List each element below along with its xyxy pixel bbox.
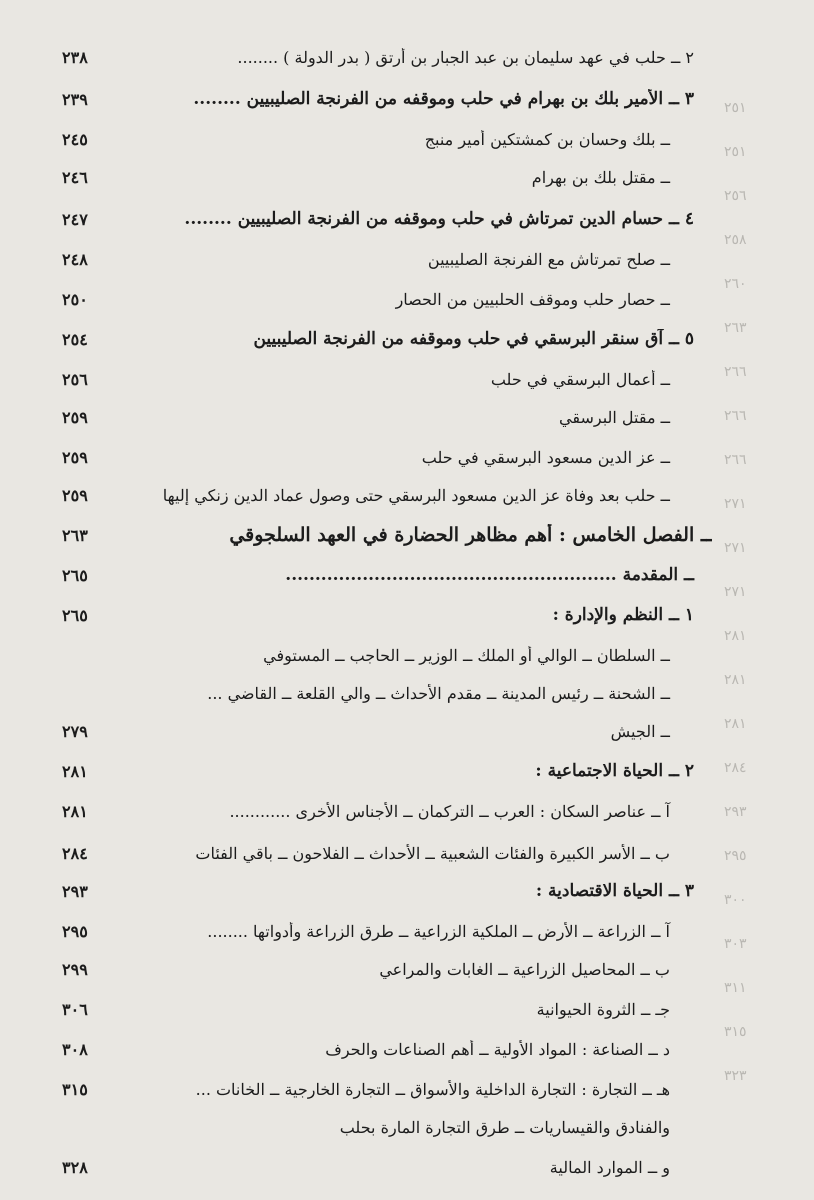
- toc-entry-title: ــ مقتل بلك بن بهرام: [531, 167, 670, 187]
- toc-page-number: ٢٥٩: [62, 447, 88, 467]
- toc-entry-title: ــ حلب بعد وفاة عز الدين مسعود البرسقي حتى وصول عماد الدين زنكي إليها: [162, 485, 670, 505]
- toc-entry-title: آ ــ الزراعة ــ الأرض ــ الملكية الزراعية ــ طرق الزراعة وأدواتها ........: [207, 921, 670, 941]
- bleed-through-mark: ٢٩٥: [724, 848, 747, 864]
- toc-page-number: ٢٥٠: [62, 289, 88, 309]
- toc-entry-title: ٢ ــ حلب في عهد سليمان بن عبد الجبار بن أرتق ( بدر الدولة ) ........: [237, 47, 694, 67]
- bleed-through-mark: ٣١٥: [724, 1024, 747, 1040]
- toc-page-number: ٢٤٨: [62, 249, 88, 269]
- toc-entry: [62, 914, 712, 948]
- toc-entry: [62, 1110, 712, 1144]
- toc-entry: [62, 1072, 712, 1106]
- toc-page-number: ٢٥٩: [62, 407, 88, 427]
- toc-entry-title: ٣ ــ الحياة الاقتصادية :: [535, 881, 694, 901]
- toc-page-number: ٢٩٥: [62, 921, 88, 941]
- toc-page-number: ٢٥٩: [62, 485, 88, 505]
- bleed-through-mark: ٢٥٦: [724, 188, 747, 204]
- toc-entry-title: آ ــ عناصر السكان : العرب ــ التركمان ــ الأجناس الأخرى ............: [229, 801, 670, 821]
- toc-entry: [62, 676, 712, 710]
- toc-entry-title: جـ ــ الثروة الحيوانية: [536, 999, 670, 1019]
- toc-page-number: ٢٩٩: [62, 959, 88, 979]
- toc-entry: [62, 282, 712, 316]
- toc-entry: [62, 478, 712, 512]
- bleed-through-mark: ٢٦٦: [724, 364, 747, 380]
- toc-entry: [62, 122, 712, 156]
- toc-entry-title: ــ الفصل الخامس : أهم مظاهر الحضارة في العهد السلجوقي: [229, 524, 712, 546]
- toc-entry-title: ٤ ــ حسام الدين تمرتاش في حلب وموقفه من الفرنجة الصليبيين ........: [184, 209, 694, 229]
- toc-entry: [62, 558, 712, 592]
- toc-entry-title: ٢ ــ الحياة الاجتماعية :: [535, 761, 694, 781]
- toc-entry-title: ب ــ المحاصيل الزراعية ــ الغابات والمراعي: [379, 959, 670, 979]
- bleed-through-mark: ٣١١: [724, 980, 747, 996]
- toc-page-number: ٢٧٩: [62, 721, 88, 741]
- toc-entry-title: ٥ ــ آق سنقر البرسقي في حلب وموقفه من الفرنجة الصليبيين: [253, 329, 694, 349]
- bleed-through-mark: ٣٠٣: [724, 936, 747, 952]
- toc-entry: [62, 836, 712, 870]
- toc-page-number: ٢٣٨: [62, 47, 88, 67]
- toc-page-number: ٢٩٣: [62, 881, 88, 901]
- bleed-through-mark: ٢٥١: [724, 144, 747, 160]
- toc-page-number: ٢٨١: [62, 761, 88, 781]
- bleed-through-mark: ٢٦٣: [724, 320, 747, 336]
- bleed-through-mark: ٢٦٠: [724, 276, 747, 292]
- toc-page-number: ٣١٥: [62, 1079, 88, 1099]
- toc-entry: [62, 598, 712, 632]
- toc-entry-title: ــ السلطان ــ الوالي أو الملك ــ الوزير ــ الحاجب ــ المستوفي: [263, 645, 670, 665]
- toc-entry-title: ــ حصار حلب وموقف الحلبيين من الحصار: [395, 289, 670, 309]
- toc-entry-title: ١ ــ النظم والإدارة :: [552, 605, 694, 625]
- toc-page-number: ٢٦٥: [62, 605, 88, 625]
- toc-entry: [62, 992, 712, 1026]
- toc-entry: [62, 638, 712, 672]
- toc-entry: [62, 754, 712, 788]
- toc-entry: [62, 518, 712, 552]
- bleed-through-mark: ٢٩٣: [724, 804, 747, 820]
- toc-entry: [62, 1150, 712, 1184]
- toc-entry: [62, 794, 712, 828]
- toc-entry-title: ــ الشحنة ــ رئيس المدينة ــ مقدم الأحداث ــ والي القلعة ــ القاضي ...: [207, 683, 670, 703]
- toc-entry: [62, 714, 712, 748]
- bleed-through-mark: ٢٥١: [724, 100, 747, 116]
- bleed-through-mark: ٢٦٦: [724, 408, 747, 424]
- toc-entry-title: ــ الجيش: [610, 721, 670, 741]
- bleed-through-mark: ٢٨١: [724, 716, 747, 732]
- toc-entry: [62, 362, 712, 396]
- bleed-through-mark: ٢٧١: [724, 496, 747, 512]
- toc-entry-title: ٣ ــ الأمير بلك بن بهرام في حلب وموقفه من الفرنجة الصليبيين ........: [193, 89, 694, 109]
- toc-page-number: ٢٣٩: [62, 89, 88, 109]
- toc-entry: [62, 322, 712, 356]
- toc-entry: [62, 242, 712, 276]
- toc-entry-title: ــ بلك وحسان بن كمشتكين أمير منبج: [424, 129, 670, 149]
- toc-page-number: ٣٢٨: [62, 1157, 88, 1177]
- toc-entry-title: ــ مقتل البرسقي: [559, 407, 670, 427]
- toc-entry: [62, 1032, 712, 1066]
- toc-entry-title: ــ صلح تمرتاش مع الفرنجة الصليبيين: [427, 249, 670, 269]
- bleed-through-mark: ٢٨١: [724, 628, 747, 644]
- bleed-through-mark: ٣٠٠: [724, 892, 747, 908]
- toc-entry-title: ب ــ الأسر الكبيرة والفئات الشعبية ــ الأحداث ــ الفلاحون ــ باقي الفئات: [195, 843, 670, 863]
- toc-page-number: ٢٤٧: [62, 209, 88, 229]
- toc-page-number: ٢٦٣: [62, 525, 88, 545]
- toc-page-number: ٣٠٦: [62, 999, 88, 1019]
- toc-entry-title: ــ عز الدين مسعود البرسقي في حلب: [421, 447, 670, 467]
- bleed-through-mark: ٢٦٦: [724, 452, 747, 468]
- toc-entry-title: والفنادق والقيساريات ــ طرق التجارة المارة بحلب: [339, 1117, 670, 1137]
- bleed-through-mark: ٢٥٨: [724, 232, 747, 248]
- toc-entry: [62, 440, 712, 474]
- toc-entry-title: و ــ الموارد المالية: [549, 1157, 670, 1177]
- toc-entry: [62, 874, 712, 908]
- toc-entry-title: ــ المقدمة ........................................................: [285, 565, 694, 585]
- toc-entry-title: ــ أعمال البرسقي في حلب: [490, 369, 670, 389]
- toc-page-number: ٢٥٤: [62, 329, 88, 349]
- toc-entry-title: هـ ــ التجارة : التجارة الداخلية والأسواق ــ التجارة الخارجية ــ الخانات ...: [195, 1079, 670, 1099]
- toc-page-number: ٢٥٦: [62, 369, 88, 389]
- bleed-through-mark: ٢٧١: [724, 540, 747, 556]
- toc-page-number: ٢٤٦: [62, 167, 88, 187]
- toc-entry: [62, 202, 712, 236]
- toc-entry: [62, 40, 712, 74]
- toc-entry: [62, 160, 712, 194]
- toc-entry-title: د ــ الصناعة : المواد الأولية ــ أهم الصناعات والحرف: [325, 1039, 670, 1059]
- toc-page-number: ٢٨٤: [62, 843, 88, 863]
- bleed-through-mark: ٢٨٤: [724, 760, 747, 776]
- toc-entry: [62, 400, 712, 434]
- toc-page-number: ٢٨١: [62, 801, 88, 821]
- toc-page-number: ٢٦٥: [62, 565, 88, 585]
- bleed-through-mark: ٢٨١: [724, 672, 747, 688]
- toc-entry: [62, 952, 712, 986]
- toc-entry: [62, 82, 712, 116]
- bleed-through-mark: ٣٢٣: [724, 1068, 747, 1084]
- toc-page-number: ٢٤٥: [62, 129, 88, 149]
- toc-page-number: ٣٠٨: [62, 1039, 88, 1059]
- bleed-through-mark: ٢٧١: [724, 584, 747, 600]
